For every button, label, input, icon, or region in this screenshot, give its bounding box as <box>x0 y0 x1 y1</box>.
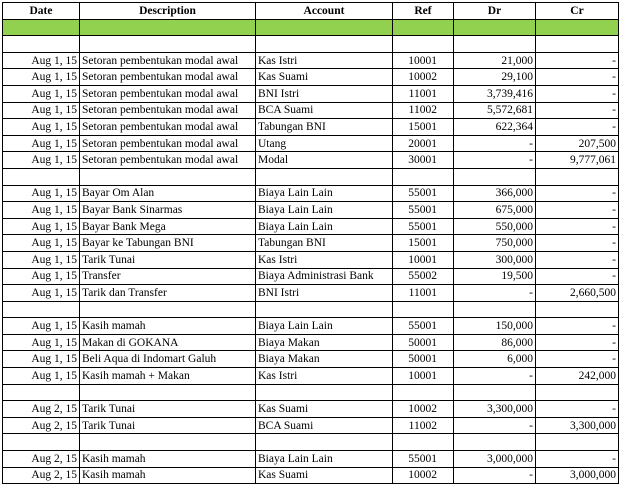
table-row[interactable] <box>3 102 619 119</box>
account-cell[interactable] <box>256 434 393 451</box>
ref-cell[interactable]: 50001 <box>393 351 454 368</box>
account-cell[interactable]: Modal <box>256 152 393 169</box>
table-row[interactable] <box>3 185 619 202</box>
credit-cell[interactable]: 3,300,000 <box>536 417 619 434</box>
date-cell[interactable] <box>3 168 80 185</box>
ref-cell[interactable] <box>393 434 454 451</box>
credit-cell[interactable] <box>536 19 619 36</box>
ref-cell[interactable]: 10001 <box>393 251 454 268</box>
account-cell[interactable]: BCA Suami <box>256 417 393 434</box>
description-cell[interactable]: Beli Aqua di Indomart Galuh <box>80 351 256 368</box>
date-cell[interactable]: Aug 1, 15 <box>3 235 80 252</box>
credit-cell[interactable]: 207,500 <box>536 135 619 152</box>
date-cell[interactable]: Aug 1, 15 <box>3 368 80 385</box>
table-row[interactable] <box>3 52 619 69</box>
credit-cell[interactable]: - <box>536 202 619 219</box>
date-cell[interactable]: Aug 1, 15 <box>3 218 80 235</box>
debit-cell[interactable]: 150,000 <box>454 318 536 335</box>
credit-cell[interactable]: - <box>536 185 619 202</box>
journal-table <box>2 2 619 484</box>
table-row[interactable] <box>3 451 619 468</box>
description-cell[interactable]: Tarik Tunai <box>80 417 256 434</box>
debit-cell[interactable] <box>454 168 536 185</box>
account-cell[interactable] <box>256 168 393 185</box>
description-cell[interactable]: Tarik Tunai <box>80 251 256 268</box>
debit-cell[interactable]: - <box>454 152 536 169</box>
description-cell[interactable]: Kasih mamah <box>80 467 256 484</box>
date-cell[interactable]: Aug 2, 15 <box>3 401 80 418</box>
debit-cell[interactable]: 550,000 <box>454 218 536 235</box>
description-cell[interactable]: Setoran pembentukan modal awal <box>80 119 256 136</box>
table-row[interactable] <box>3 235 619 252</box>
debit-cell[interactable] <box>454 384 536 401</box>
table-row[interactable] <box>3 285 619 302</box>
account-cell[interactable]: Kas Istri <box>256 52 393 69</box>
description-cell[interactable]: Tarik Tunai <box>80 401 256 418</box>
date-cell[interactable]: Aug 1, 15 <box>3 285 80 302</box>
ref-cell[interactable]: 10002 <box>393 467 454 484</box>
ref-cell[interactable]: 11002 <box>393 102 454 119</box>
description-cell[interactable] <box>80 19 256 36</box>
account-cell[interactable]: Tabungan BNI <box>256 119 393 136</box>
table-row[interactable] <box>3 202 619 219</box>
table-row[interactable] <box>3 318 619 335</box>
account-cell[interactable]: Kas Istri <box>256 251 393 268</box>
date-cell[interactable] <box>3 384 80 401</box>
debit-cell[interactable]: 3,300,000 <box>454 401 536 418</box>
ref-cell[interactable]: 15001 <box>393 119 454 136</box>
ref-cell[interactable]: 10002 <box>393 401 454 418</box>
account-cell[interactable]: Biaya Lain Lain <box>256 451 393 468</box>
credit-cell[interactable] <box>536 384 619 401</box>
credit-cell[interactable] <box>536 168 619 185</box>
account-cell[interactable]: Biaya Administrasi Bank <box>256 268 393 285</box>
table-row[interactable] <box>3 135 619 152</box>
account-cell[interactable]: Kas Suami <box>256 69 393 86</box>
date-cell[interactable]: Aug 1, 15 <box>3 152 80 169</box>
description-cell[interactable] <box>80 36 256 53</box>
date-cell[interactable]: Aug 2, 15 <box>3 417 80 434</box>
ref-cell[interactable]: 55001 <box>393 202 454 219</box>
date-cell[interactable]: Aug 1, 15 <box>3 185 80 202</box>
table-header <box>3 3 619 20</box>
debit-cell[interactable]: 6,000 <box>454 351 536 368</box>
credit-cell[interactable]: - <box>536 218 619 235</box>
table-row[interactable] <box>3 218 619 235</box>
account-cell[interactable] <box>256 384 393 401</box>
date-cell[interactable]: Aug 1, 15 <box>3 102 80 119</box>
credit-cell[interactable]: - <box>536 401 619 418</box>
credit-cell[interactable]: - <box>536 102 619 119</box>
debit-cell[interactable]: 29,100 <box>454 69 536 86</box>
column-header-cr[interactable]: Cr <box>536 3 619 20</box>
ref-cell[interactable] <box>393 36 454 53</box>
ref-cell[interactable]: 55001 <box>393 218 454 235</box>
table-row[interactable] <box>3 467 619 484</box>
spacer-row <box>3 301 619 318</box>
spacer-row <box>3 168 619 185</box>
debit-cell[interactable]: 19,500 <box>454 268 536 285</box>
ref-cell[interactable] <box>393 168 454 185</box>
credit-cell[interactable]: - <box>536 318 619 335</box>
ref-cell[interactable]: 30001 <box>393 152 454 169</box>
date-cell[interactable]: Aug 1, 15 <box>3 318 80 335</box>
date-cell[interactable]: Aug 1, 15 <box>3 202 80 219</box>
date-cell[interactable]: Aug 1, 15 <box>3 334 80 351</box>
description-cell[interactable]: Setoran pembentukan modal awal <box>80 85 256 102</box>
date-cell[interactable]: Aug 1, 15 <box>3 52 80 69</box>
column-header-dr[interactable]: Dr <box>454 3 536 20</box>
debit-cell[interactable]: 86,000 <box>454 334 536 351</box>
description-cell[interactable] <box>80 384 256 401</box>
spacer-row <box>3 434 619 451</box>
table-row[interactable] <box>3 351 619 368</box>
debit-cell[interactable]: 675,000 <box>454 202 536 219</box>
account-cell[interactable]: Kas Suami <box>256 467 393 484</box>
table-row[interactable] <box>3 334 619 351</box>
spacer-row <box>3 36 619 53</box>
date-cell[interactable]: Aug 1, 15 <box>3 135 80 152</box>
credit-cell[interactable]: - <box>536 85 619 102</box>
column-header-ref[interactable]: Ref <box>393 3 454 20</box>
column-header-account[interactable]: Account <box>256 3 393 20</box>
description-cell[interactable]: Transfer <box>80 268 256 285</box>
debit-cell[interactable]: 3,000,000 <box>454 451 536 468</box>
table-row[interactable] <box>3 69 619 86</box>
credit-cell[interactable]: - <box>536 451 619 468</box>
description-cell[interactable]: Bayar ke Tabungan BNI <box>80 235 256 252</box>
table-row[interactable] <box>3 401 619 418</box>
account-cell[interactable]: BNI Istri <box>256 85 393 102</box>
description-cell[interactable] <box>80 301 256 318</box>
debit-cell[interactable]: 21,000 <box>454 52 536 69</box>
account-cell[interactable]: Biaya Makan <box>256 334 393 351</box>
date-cell[interactable]: Aug 1, 15 <box>3 69 80 86</box>
column-header-date[interactable]: Date <box>3 3 80 20</box>
debit-cell[interactable]: 300,000 <box>454 251 536 268</box>
account-cell[interactable]: Tabungan BNI <box>256 235 393 252</box>
credit-cell[interactable] <box>536 434 619 451</box>
header-band-row <box>3 19 619 36</box>
description-cell[interactable]: Setoran pembentukan modal awal <box>80 135 256 152</box>
account-cell[interactable]: Kas Suami <box>256 401 393 418</box>
credit-cell[interactable] <box>536 36 619 53</box>
date-cell[interactable]: Aug 1, 15 <box>3 251 80 268</box>
description-cell[interactable]: Setoran pembentukan modal awal <box>80 102 256 119</box>
header-row <box>3 3 619 20</box>
debit-cell[interactable] <box>454 301 536 318</box>
credit-cell[interactable]: - <box>536 268 619 285</box>
debit-cell[interactable]: 3,739,416 <box>454 85 536 102</box>
description-cell[interactable]: Kasih mamah + Makan <box>80 368 256 385</box>
credit-cell[interactable]: - <box>536 351 619 368</box>
debit-cell[interactable] <box>454 19 536 36</box>
credit-cell[interactable]: 9,777,061 <box>536 152 619 169</box>
description-cell[interactable]: Kasih mamah <box>80 451 256 468</box>
description-cell[interactable]: Tarik dan Transfer <box>80 285 256 302</box>
ref-cell[interactable]: 11001 <box>393 85 454 102</box>
ref-cell[interactable]: 10002 <box>393 69 454 86</box>
ref-cell[interactable]: 11002 <box>393 417 454 434</box>
date-cell[interactable] <box>3 19 80 36</box>
description-cell[interactable]: Bayar Om Alan <box>80 185 256 202</box>
date-cell[interactable]: Aug 1, 15 <box>3 351 80 368</box>
account-cell[interactable]: BCA Suami <box>256 102 393 119</box>
ref-cell[interactable]: 55001 <box>393 185 454 202</box>
account-cell[interactable] <box>256 19 393 36</box>
account-cell[interactable]: BNI Istri <box>256 285 393 302</box>
ref-cell[interactable]: 55001 <box>393 318 454 335</box>
credit-cell[interactable]: - <box>536 334 619 351</box>
debit-cell[interactable]: 366,000 <box>454 185 536 202</box>
credit-cell[interactable]: 2,660,500 <box>536 285 619 302</box>
ref-cell[interactable] <box>393 384 454 401</box>
account-cell[interactable]: Biaya Lain Lain <box>256 218 393 235</box>
account-cell[interactable]: Utang <box>256 135 393 152</box>
credit-cell[interactable]: 242,000 <box>536 368 619 385</box>
date-cell[interactable]: Aug 1, 15 <box>3 268 80 285</box>
ref-cell[interactable]: 20001 <box>393 135 454 152</box>
credit-cell[interactable] <box>536 301 619 318</box>
table-row[interactable] <box>3 85 619 102</box>
table-row[interactable] <box>3 152 619 169</box>
ref-cell[interactable]: 10001 <box>393 368 454 385</box>
description-cell[interactable] <box>80 168 256 185</box>
ref-cell[interactable]: 55001 <box>393 451 454 468</box>
description-cell[interactable]: Kasih mamah <box>80 318 256 335</box>
debit-cell[interactable] <box>454 434 536 451</box>
description-cell[interactable] <box>80 434 256 451</box>
credit-cell[interactable]: - <box>536 69 619 86</box>
account-cell[interactable] <box>256 36 393 53</box>
account-cell[interactable]: Biaya Lain Lain <box>256 318 393 335</box>
date-cell[interactable]: Aug 1, 15 <box>3 119 80 136</box>
ref-cell[interactable]: 10001 <box>393 52 454 69</box>
ref-cell[interactable]: 55002 <box>393 268 454 285</box>
table-row[interactable] <box>3 417 619 434</box>
debit-cell[interactable]: - <box>454 285 536 302</box>
credit-cell[interactable]: - <box>536 119 619 136</box>
debit-cell[interactable]: 5,572,681 <box>454 102 536 119</box>
date-cell[interactable]: Aug 2, 15 <box>3 451 80 468</box>
table-row[interactable] <box>3 368 619 385</box>
date-cell[interactable] <box>3 434 80 451</box>
account-cell[interactable]: Kas Istri <box>256 368 393 385</box>
credit-cell[interactable]: - <box>536 235 619 252</box>
credit-cell[interactable]: - <box>536 52 619 69</box>
account-cell[interactable]: Biaya Lain Lain <box>256 185 393 202</box>
ref-cell[interactable] <box>393 19 454 36</box>
debit-cell[interactable]: - <box>454 417 536 434</box>
debit-cell[interactable]: - <box>454 135 536 152</box>
ref-cell[interactable]: 50001 <box>393 334 454 351</box>
debit-cell[interactable]: - <box>454 467 536 484</box>
description-cell[interactable]: Setoran pembentukan modal awal <box>80 52 256 69</box>
credit-cell[interactable]: - <box>536 251 619 268</box>
debit-cell[interactable]: 750,000 <box>454 235 536 252</box>
debit-cell[interactable]: - <box>454 368 536 385</box>
description-cell[interactable]: Setoran pembentukan modal awal <box>80 69 256 86</box>
ref-cell[interactable]: 11001 <box>393 285 454 302</box>
ref-cell[interactable]: 15001 <box>393 235 454 252</box>
ref-cell[interactable] <box>393 301 454 318</box>
date-cell[interactable]: Aug 1, 15 <box>3 85 80 102</box>
debit-cell[interactable]: 622,364 <box>454 119 536 136</box>
description-cell[interactable]: Setoran pembentukan modal awal <box>80 152 256 169</box>
column-header-description[interactable]: Description <box>80 3 256 20</box>
table-row[interactable] <box>3 268 619 285</box>
date-cell[interactable] <box>3 36 80 53</box>
debit-cell[interactable] <box>454 36 536 53</box>
account-cell[interactable]: Biaya Makan <box>256 351 393 368</box>
table-body <box>3 19 619 484</box>
description-cell[interactable]: Bayar Bank Mega <box>80 218 256 235</box>
table-row[interactable] <box>3 119 619 136</box>
spacer-row <box>3 384 619 401</box>
description-cell[interactable]: Bayar Bank Sinarmas <box>80 202 256 219</box>
description-cell[interactable]: Makan di GOKANA <box>80 334 256 351</box>
date-cell[interactable] <box>3 301 80 318</box>
credit-cell[interactable]: 3,000,000 <box>536 467 619 484</box>
account-cell[interactable] <box>256 301 393 318</box>
date-cell[interactable]: Aug 2, 15 <box>3 467 80 484</box>
table-row[interactable] <box>3 251 619 268</box>
account-cell[interactable]: Biaya Lain Lain <box>256 202 393 219</box>
